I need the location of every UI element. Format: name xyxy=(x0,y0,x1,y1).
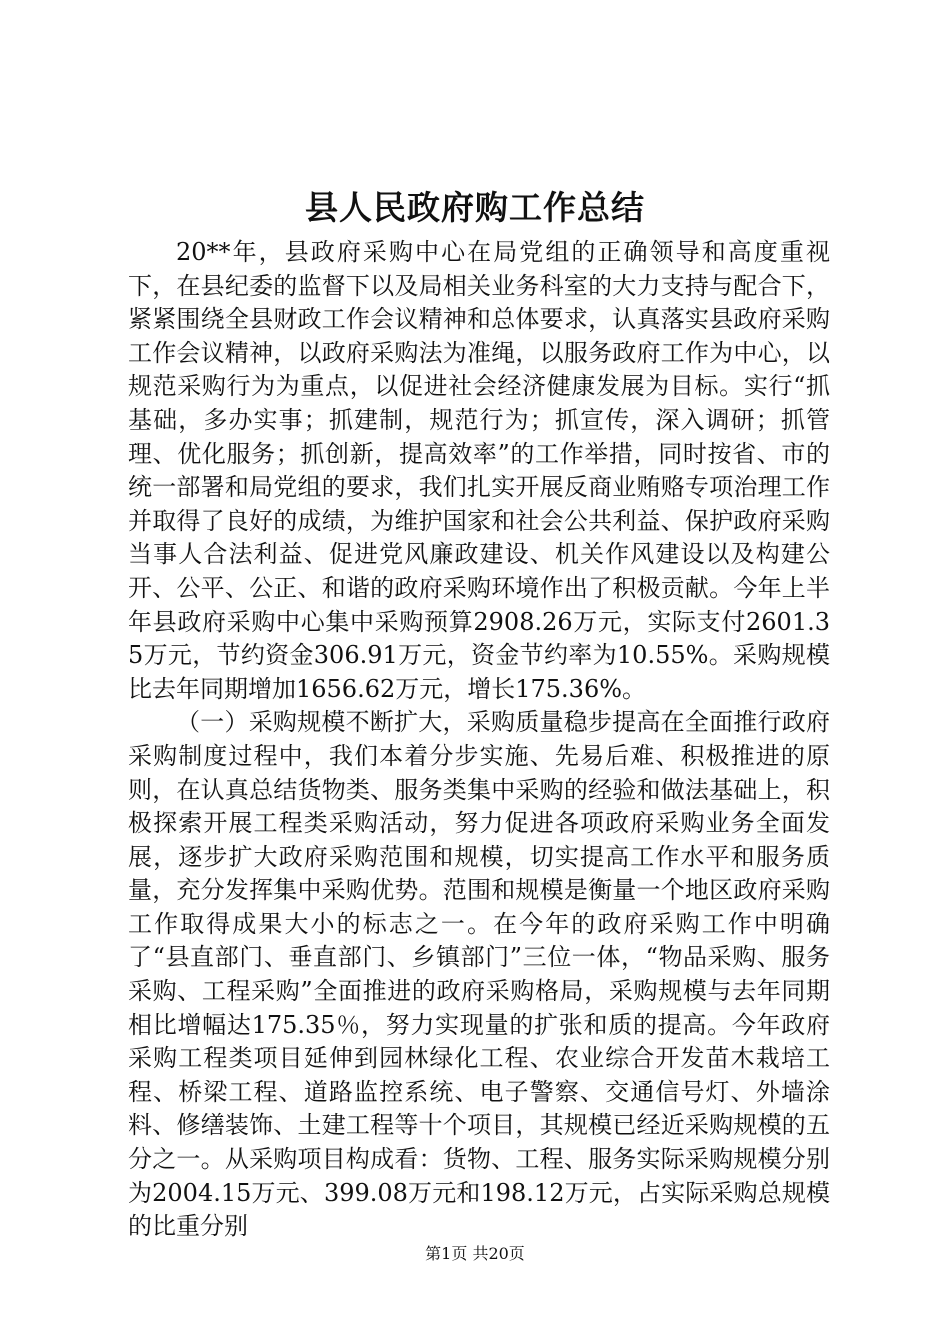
paragraph-intro: 20**年，县政府采购中心在局党组的正确领导和高度重视下，在县纪委的监督下以及局相关业务科室的大力支持与配合下，紧紧围绕全县财政工作会议精神和总体要求，认真落实县政府采购工作会议精神，以政府采购法为准绳，以服务政府工作为中心，以规范采购行为为重点，以促进社会经济健康发展为目标。实行“抓基础，多办实事；抓建制，规范行为；抓宣传，深入调研；抓管理、优化服务；抓创新，提高效率”的工作举措，同时按省、市的统一部署和局党组的要求，我们扎实开展反商业贿赂专项治理工作并取得了良好的成绩，为维护国家和社会公共利益、保护政府采购当事人合法利益、促进党风廉政建设、机关作风建设以及构建公开、公平、公正、和谐的政府采购环境作出了积极贡献。今年上半年县政府采购中心集中采购预算2908.26万元，实际支付2601.35万元，节约资金306.91万元，资金节约率为10.55%。采购规模比去年同期增加1656.62万元，增长175.36%。 xyxy=(128,238,830,703)
paragraph-section-1: （一）采购规模不断扩大，采购质量稳步提高在全面推行政府采购制度过程中，我们本着分步实施、先易后难、积极推进的原则，在认真总结货物类、服务类集中采购的经验和做法基础上，积极探索开展工程类采购活动，努力促进各项政府采购业务全面发展，逐步扩大政府采购范围和规模，切实提高工作水平和服务质量，充分发挥集中采购优势。范围和规模是衡量一个地区政府采购工作取得成果大小的标志之一。在今年的政府采购工作中明确了“县直部门、垂直部门、乡镇部门”三位一体，“物品采购、服务采购、工程采购”全面推进的政府采购格局，采购规模与去年同期相比增幅达175.35％，努力实现量的扩张和质的提高。今年政府采购工程类项目延伸到园林绿化工程、农业综合开发苗木栽培工程、桥梁工程、道路监控系统、电子警察、交通信号灯、外墙涂料、修缮装饰、土建工程等十个项目，其规模已经近采购规模的五分之一。从采购项目构成看：货物、工程、服务实际采购规模分别为2004.15万元、399.08万元和198.12万元，占实际采购总规模的比重分别 xyxy=(128,708,830,1241)
document-title: 县人民政府购工作总结 xyxy=(305,188,645,227)
document-body xyxy=(128,236,830,1244)
page-footer: 第1页 共20页 xyxy=(425,1244,525,1263)
